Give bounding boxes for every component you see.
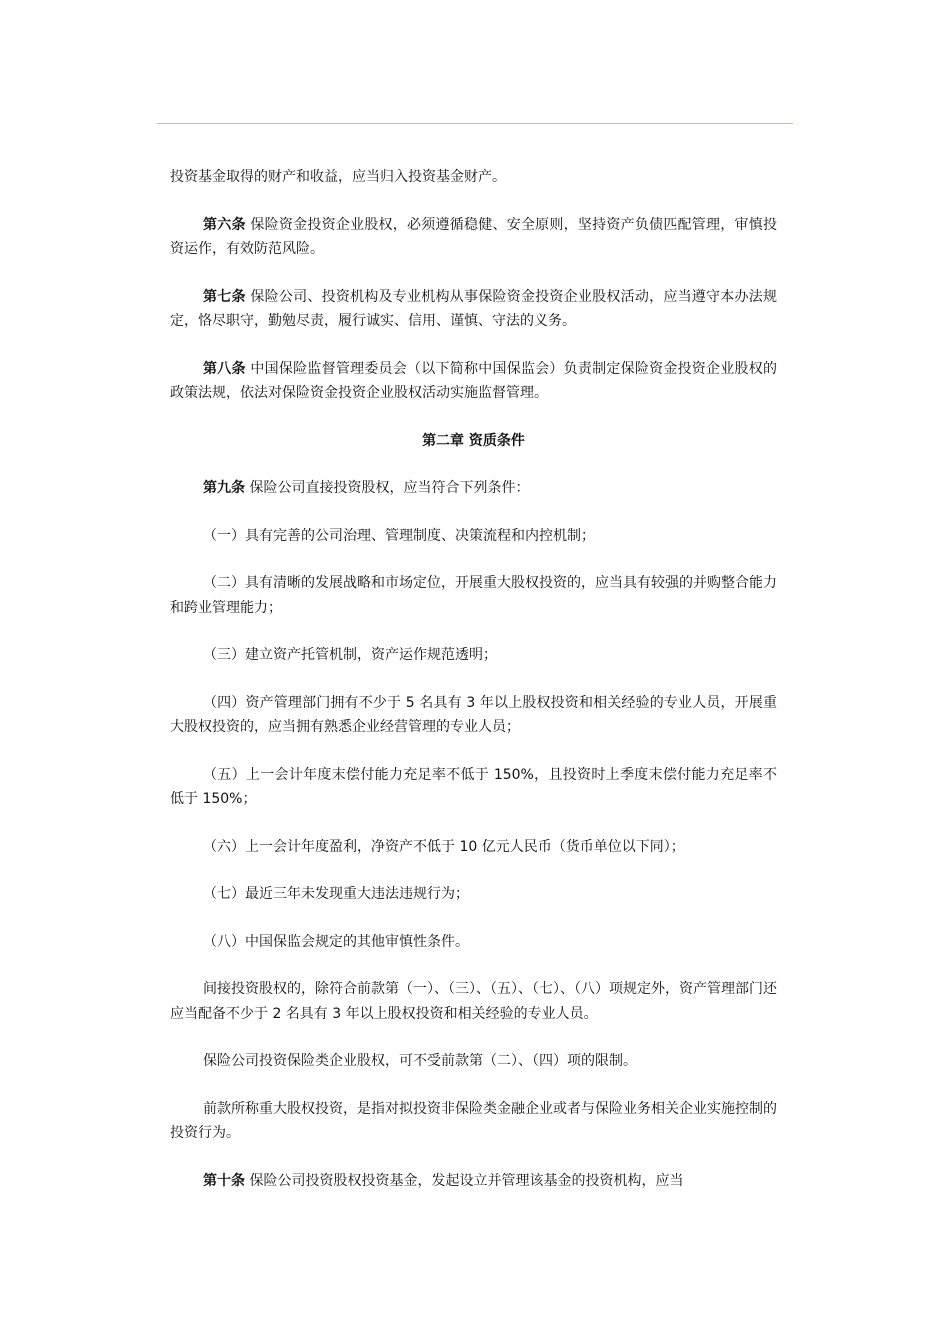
article-paragraph (170, 357, 777, 406)
paragraph (170, 882, 777, 907)
article-label: 第十条 (203, 1172, 245, 1189)
article-paragraph (170, 213, 777, 262)
paragraph (170, 1097, 777, 1146)
paragraph (170, 835, 777, 860)
paragraph-text: 投资基金取得的财产和收益，应当归入投资基金财产。 (170, 169, 506, 185)
paragraph-text: 保险公司直接投资股权，应当符合下列条件： (245, 480, 530, 496)
paragraph-text: （八）中国保监会规定的其他审慎性条件。 (203, 933, 469, 950)
article-label: 第六条 (203, 216, 246, 233)
article-paragraph (170, 1169, 777, 1194)
paragraph-text: （二）具有清晰的发展战略和市场定位，开展重大股权投资的，应当具有较强的并购整合能力和跨业管理能力； (170, 575, 777, 616)
article-label: 第八条 (203, 360, 246, 377)
paragraph (170, 930, 777, 955)
paragraph-text: （三）建立资产托管机制，资产运作规范透明； (203, 647, 497, 663)
paragraph-text: 保险资金投资企业股权，必须遵循稳健、安全原则，坚持资产负债匹配管理，审慎投资运作，有效防范风险。 (170, 216, 777, 257)
header-rule (157, 123, 793, 124)
paragraph (170, 763, 777, 812)
paragraph-text: 前款所称重大股权投资，是指对拟投资非保险类金融企业或者与保险业务相关企业实施控制的投资行为。 (170, 1100, 777, 1141)
paragraph-text: 间接投资股权的，除符合前款第（一）、（三）、（五）、（七）、（八）项规定外，资产管理部门还应当配备不少于 2 名具有 3 年以上股权投资和相关经验的专业人员。 (170, 981, 777, 1022)
paragraph-text: （四）资产管理部门拥有不少于 5 名具有 3 年以上股权投资和相关经验的专业人员，开展重大股权投资的，应当拥有熟悉企业经营管理的专业人员； (170, 694, 777, 735)
article-label: 第七条 (203, 288, 246, 305)
paragraph (170, 1049, 777, 1074)
paragraph (170, 571, 777, 620)
paragraph-text: 保险公司投资保险类企业股权，可不受前款第（二）、（四）项的限制。 (203, 1053, 637, 1069)
paragraph-text: （一）具有完善的公司治理、管理制度、决策流程和内控机制； (203, 527, 595, 544)
paragraph (170, 977, 777, 1026)
paragraph-text: 保险公司、投资机构及专业机构从事保险资金投资企业股权活动，应当遵守本办法规定，恪尽职守，勤勉尽责，履行诚实、信用、谨慎、守法的义务。 (170, 288, 777, 329)
paragraph (170, 643, 777, 668)
chapter-heading: 第二章 资质条件 (422, 432, 525, 449)
paragraph-text: （七）最近三年未发现重大违法违规行为； (203, 886, 469, 902)
document-body (170, 165, 777, 1216)
paragraph-text: （六）上一会计年度盈利，净资产不低于 10 亿元人民币（货币单位以下同）； (203, 838, 685, 855)
article-label: 第九条 (203, 480, 245, 496)
paragraph-text: 保险公司投资股权投资基金，发起设立并管理该基金的投资机构，应当 (245, 1172, 684, 1189)
paragraph-text: 中国保险监督管理委员会（以下简称中国保监会）负责制定保险资金投资企业股权的政策法规，依法对保险资金投资企业股权活动实施监督管理。 (170, 360, 777, 401)
paragraph (170, 165, 777, 190)
article-paragraph (170, 285, 777, 334)
article-paragraph (170, 476, 777, 501)
paragraph (170, 524, 777, 549)
paragraph-text: （五）上一会计年度末偿付能力充足率不低于 150%，且投资时上季度末偿付能力充足率不低于 150%； (170, 766, 777, 807)
paragraph (170, 691, 777, 740)
